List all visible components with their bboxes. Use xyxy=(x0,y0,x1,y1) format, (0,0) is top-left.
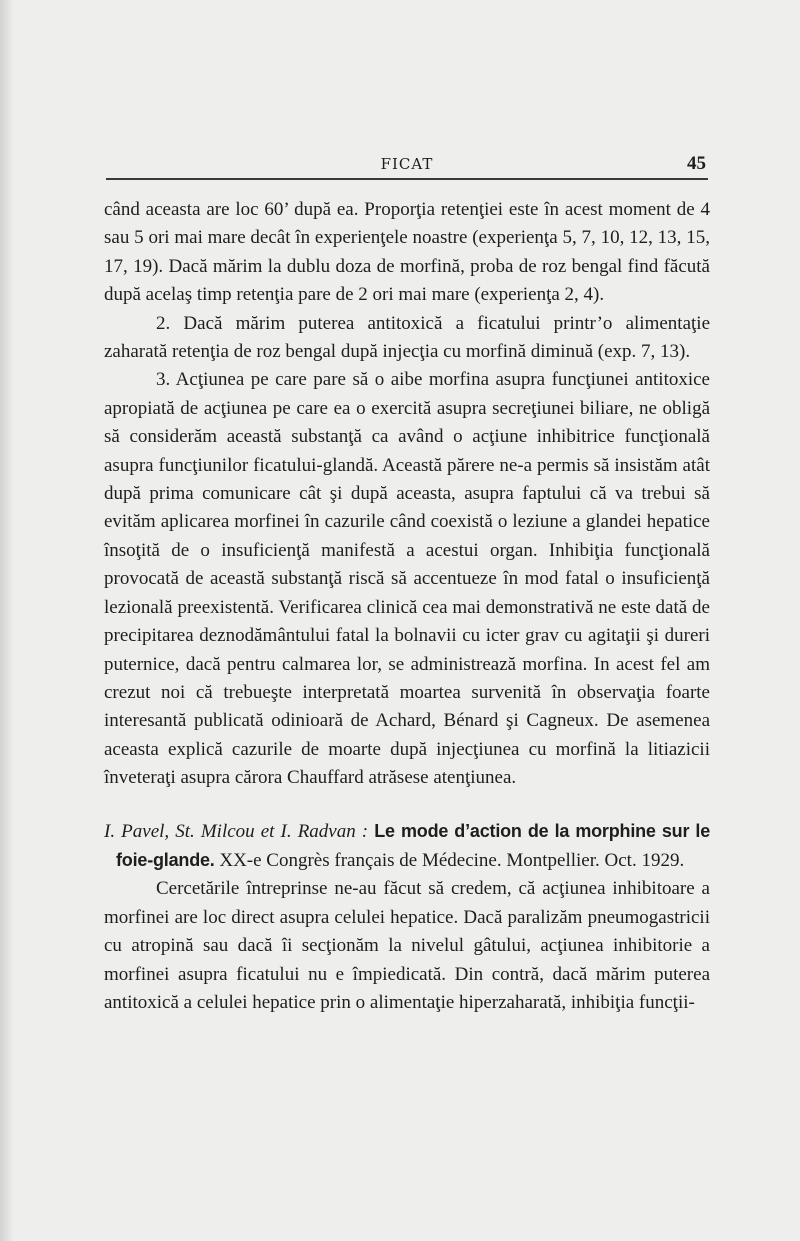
page-left-edge-shadow xyxy=(0,0,14,1241)
reference-title: Le mode d’action de la morphine sur le foie-glande. xyxy=(116,820,711,870)
paragraph-point-3: 3. Acţiunea pe care pare să o aibe morfina asupra funcţiunei antitoxice apropiată de acţiunea pe care ea o exercită asupra secreţiunei biliare, ne obligă să considerăm această substanţă ca având o acţiune inhibitrice funcţională asupra funcţiunilor ficatului-glandă. Această părere ne-a permis să insistăm atât după prima comunicare cât şi după aceasta, asupra faptului că va trebui să evităm aplicarea morfinei în cazurile când coexistă o leziune a glandei hepatice însoţită de o insuficienţă manifestă a acestui organ. Inhibiţia funcţională provocată de această substanţă riscă să accentueze în mod fatal o insuficienţă lezională preexistentă. Verificarea clinică cea mai demonstrativă ne este dată de precipitarea deznodământului fatal la bolnavii cu icter grav cu agitaţii şi dureri puternice, dacă pentru calmarea lor, se administrează morfina. In acest fel am crezut noi că trebueşte interpretată moartea survenită în observaţia foarte interesantă publicată odinioară de Achard, Bénard şi Cagneux. De asemenea aceasta explică cazurile de moarte după injecţiunea cu morfină la litiazicii înveteraţi asupra cărora Chauffard atrăsese atenţiunea. xyxy=(104,369,710,789)
paragraph-continuation: când aceasta are loc 60’ după ea. Proporţia retenţiei este în acest moment de 4 sau 5 ori mai mare decât în experienţele noastre (experienţa 5, 7, 10, 12, 13, 15, 17, 19). Dacă mărim la dublu doza de morfină, proba de roz bengal find făcută după acelaş timp retenţia pare de 2 ori mai mare (experienţa 2, 4). xyxy=(104,199,710,306)
body-text xyxy=(104,196,710,1017)
paragraph-point-2: 2. Dacă mărim puterea antitoxică a ficatului printr’o alimentaţie zaharată retenţia de roz bengal după injecţia cu morfină diminuă (exp. 7, 13). xyxy=(104,312,710,363)
paragraph-final: Cercetările întreprinse ne-au făcut să credem, că acţiunea inhibitoare a morfinei are loc direct asupra celulei hepatice. Dacă paralizăm pneumogastricii cu atropină sau dacă îi secţionăm la nivelul gâtului, acţiunea inhibitorie a morfinei asupra ficatului nu e împiedicată. Din contră, dacă mărim puterea antitoxică a celulei hepatice prin o alimentaţie hiperzaharată, inhibiţia funcţii- xyxy=(104,878,710,1013)
bibliographic-reference xyxy=(104,817,710,876)
page-header xyxy=(106,153,708,177)
header-rule xyxy=(106,178,708,180)
reference-authors: I. Pavel, St. Milcou et I. Radvan : xyxy=(104,820,369,842)
reference-source: XX-e Congrès français de Médecine. Montpellier. Oct. 1929. xyxy=(219,849,685,871)
running-title: FICAT xyxy=(380,155,434,173)
page-number: 45 xyxy=(687,153,706,174)
